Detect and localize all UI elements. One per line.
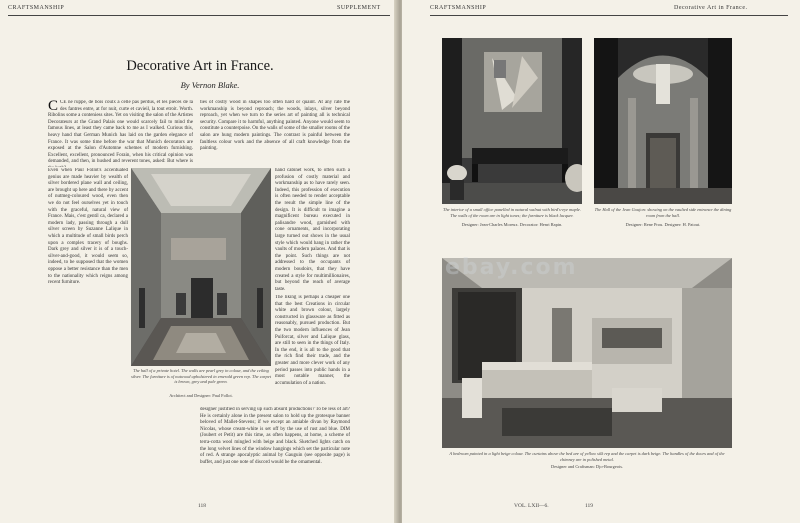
column-1-text: CE ne ruppe, de bois coulx a celle pas perdus, et les pieces de la des fantres entre, at for nuit, curte et cavieil, la tout etroit. Worth. Ribolins some a conteniess sites. Yet on visiting the salon of the Artistes Decorateurs at the Grand Palais one would scarcely fail to mind the famous lines, at least they came back to me as I walked. Curious this, heavy hand that German Munich has laid on the garden elegance of France. It was some time before the war that Munich decorators are exposed at the Salon d'Automne schemes of modern furnishing. Excellent, excellent, pronounced Forain, when his critical opinion was demanded, and then, in hushed and reverent tones, asked: But where is — [48, 100, 193, 165]
article-column-5 — [275, 295, 350, 405]
article-byline: By Vernon Blake. — [180, 80, 240, 90]
drop-cap: C — [48, 100, 59, 114]
column-5-text: The liking is perhaps a cheaper one that the best Creations in circular white and brown colour, largely constructed in glassware as fitted as reasonably, pursued production. But the two modern influences of Jean Puiforcat, silver and Lalique glass, are still to seen in the things of Italy. In the end, it is all to the good that the rich find their trade, and the greater and more clever work of any period passes into public hands in a most notable manner, the accumulation of a nation. — [275, 295, 350, 386]
bedroom-photograph — [442, 258, 732, 448]
bedroom-credit: Designer and Craftsman: Djo-Bourgeois. — [550, 464, 624, 469]
vaulted-hall-credit: Designer: Rene Prou. Designer: H. Patout. — [625, 222, 701, 227]
header-rule — [8, 15, 390, 16]
office-photo-caption: The interior of a small office panelled in natural walnut with bird's-eye maple. The walls of the room are in light tones; the furniture is black lacquer. — [443, 207, 581, 218]
vaulted-hall-caption: The Hall of the Jean Goujon: showing on the vaulted side entrance the dining room from the hall. — [594, 207, 732, 218]
running-head-right: SUPPLEMENT — [337, 5, 381, 11]
right-running-head-right: Decorative Art in France. — [674, 5, 748, 11]
volume-label: VOL. LXII—6. — [514, 503, 549, 509]
vaulted-hall-illustration — [594, 38, 732, 204]
running-head-left: CRAFTSMANSHIP — [8, 5, 65, 11]
article-title: Decorative Art in France. — [126, 58, 274, 74]
vaulted-hall-photograph — [594, 38, 732, 204]
hall-interior-illustration — [131, 168, 271, 366]
column-6-text: designer justified in serving up such absurd productions? To be less of art? He is certainly alone in the present salon to hold up the grotesque banner beloved of Mallet-Stevens; if we except an amiable divan by Raymond Nicolas, whose cream-white is set off by the use of rust and blue. DIM (Joubert et Petit) are this time, as often happens, at home, a scheme of terra-cotta wool mingled with beige and black. Sketched lights catch on the long velvet lines of the window hangings which set the particular note of red. A strange apocalyptic animal by Gauguin (see opposite page) is buffet, and just one note of discord would be the ornamental. — [200, 407, 350, 465]
bedroom-illustration — [442, 258, 732, 448]
left-page — [0, 0, 398, 523]
article-column-3 — [200, 100, 350, 167]
article-column-6 — [200, 407, 350, 495]
office-photograph — [442, 38, 582, 204]
watermark: ebay.com — [445, 255, 578, 280]
article-column-1 — [48, 100, 193, 167]
left-page-number: 118 — [198, 503, 207, 509]
right-header-rule — [430, 15, 788, 16]
article-column-4 — [275, 168, 350, 293]
column-2-text: Even when Paul Follot's accentuated genius are made heavier by wealth of silver bordered plane wall and ceiling, are brought up here and there by accent of nutmeg-coloured wood, even then we do not feel ourselves yet in touch with the graceful, natural view of France. Mais, c'est gentil ca, declared a modern lady, passing through a dull silver screen by Suzanne Lalique in which a multitude of small birds perch upon a complex tracery of boughs. Dark grey and silver it is of a touch-silver-and-good, it would seem so, indeed, to be supposed that the women oppose a better resistance than the men to the nationality which reigns among recent furniture. — [48, 168, 128, 286]
column-3-text: ties of costly wood in shapes too often hard or quaint. At any rate the workmanship is beyond reproach; the woods, inlays, silver beyond reproach, yet when we turn to the series art of painting all is technical security. Compare it to harmful, anything painted. Anyone would seem to constitute a counterpoise. On the walls of some of the smaller rooms of the salon are hung modern paintings. The contrast is painful between the faultless colour work and the absence of all craft knowledge from the painting. — [200, 100, 350, 152]
hall-photo-caption: The hall of a private hotel. The walls are pearl grey in colour, and the ceiling silver. The furniture is of nutwood upholstered in emerald green rep. The carpet is brown, grey and pale green. — [131, 368, 271, 385]
office-photo-credit: Designer: Jean-Charles Moreux. Decorator: Henri Rapin. — [461, 222, 563, 227]
article-column-2 — [48, 168, 128, 418]
bedroom-caption: A bedroom painted in a light beige colour. The curtains above the bed are of yellow silk rep and the carpet is dark beige. The handles of the doors and of the chimney are in polished metal. — [449, 451, 725, 462]
column-4-text: hand cabinet work, to often such a profusion of costly material and workmanship as to have rarely seen. Indeed, this profession of execution is often needed to render acceptable the result the simple line of the design. It is difficult to imagine a magnificent bureau executed in palisandre wood, garnished with cone ornaments, and incorporating large turned out shows in the usual style which would hang in rather the vaults of modern palaces. And that is the point. Such things are not addressed to the occupants of modern boudoirs, that they have created a style for multimillionaires, but beyond the reach of average taste. — [275, 168, 350, 292]
right-page-number: 119 — [585, 503, 594, 509]
office-interior-illustration — [442, 38, 582, 204]
hall-photograph — [131, 168, 271, 366]
right-running-head-left: CRAFTSMANSHIP — [430, 5, 487, 11]
hall-photo-credit: Architect and Designer: Paul Follot. — [169, 393, 233, 398]
